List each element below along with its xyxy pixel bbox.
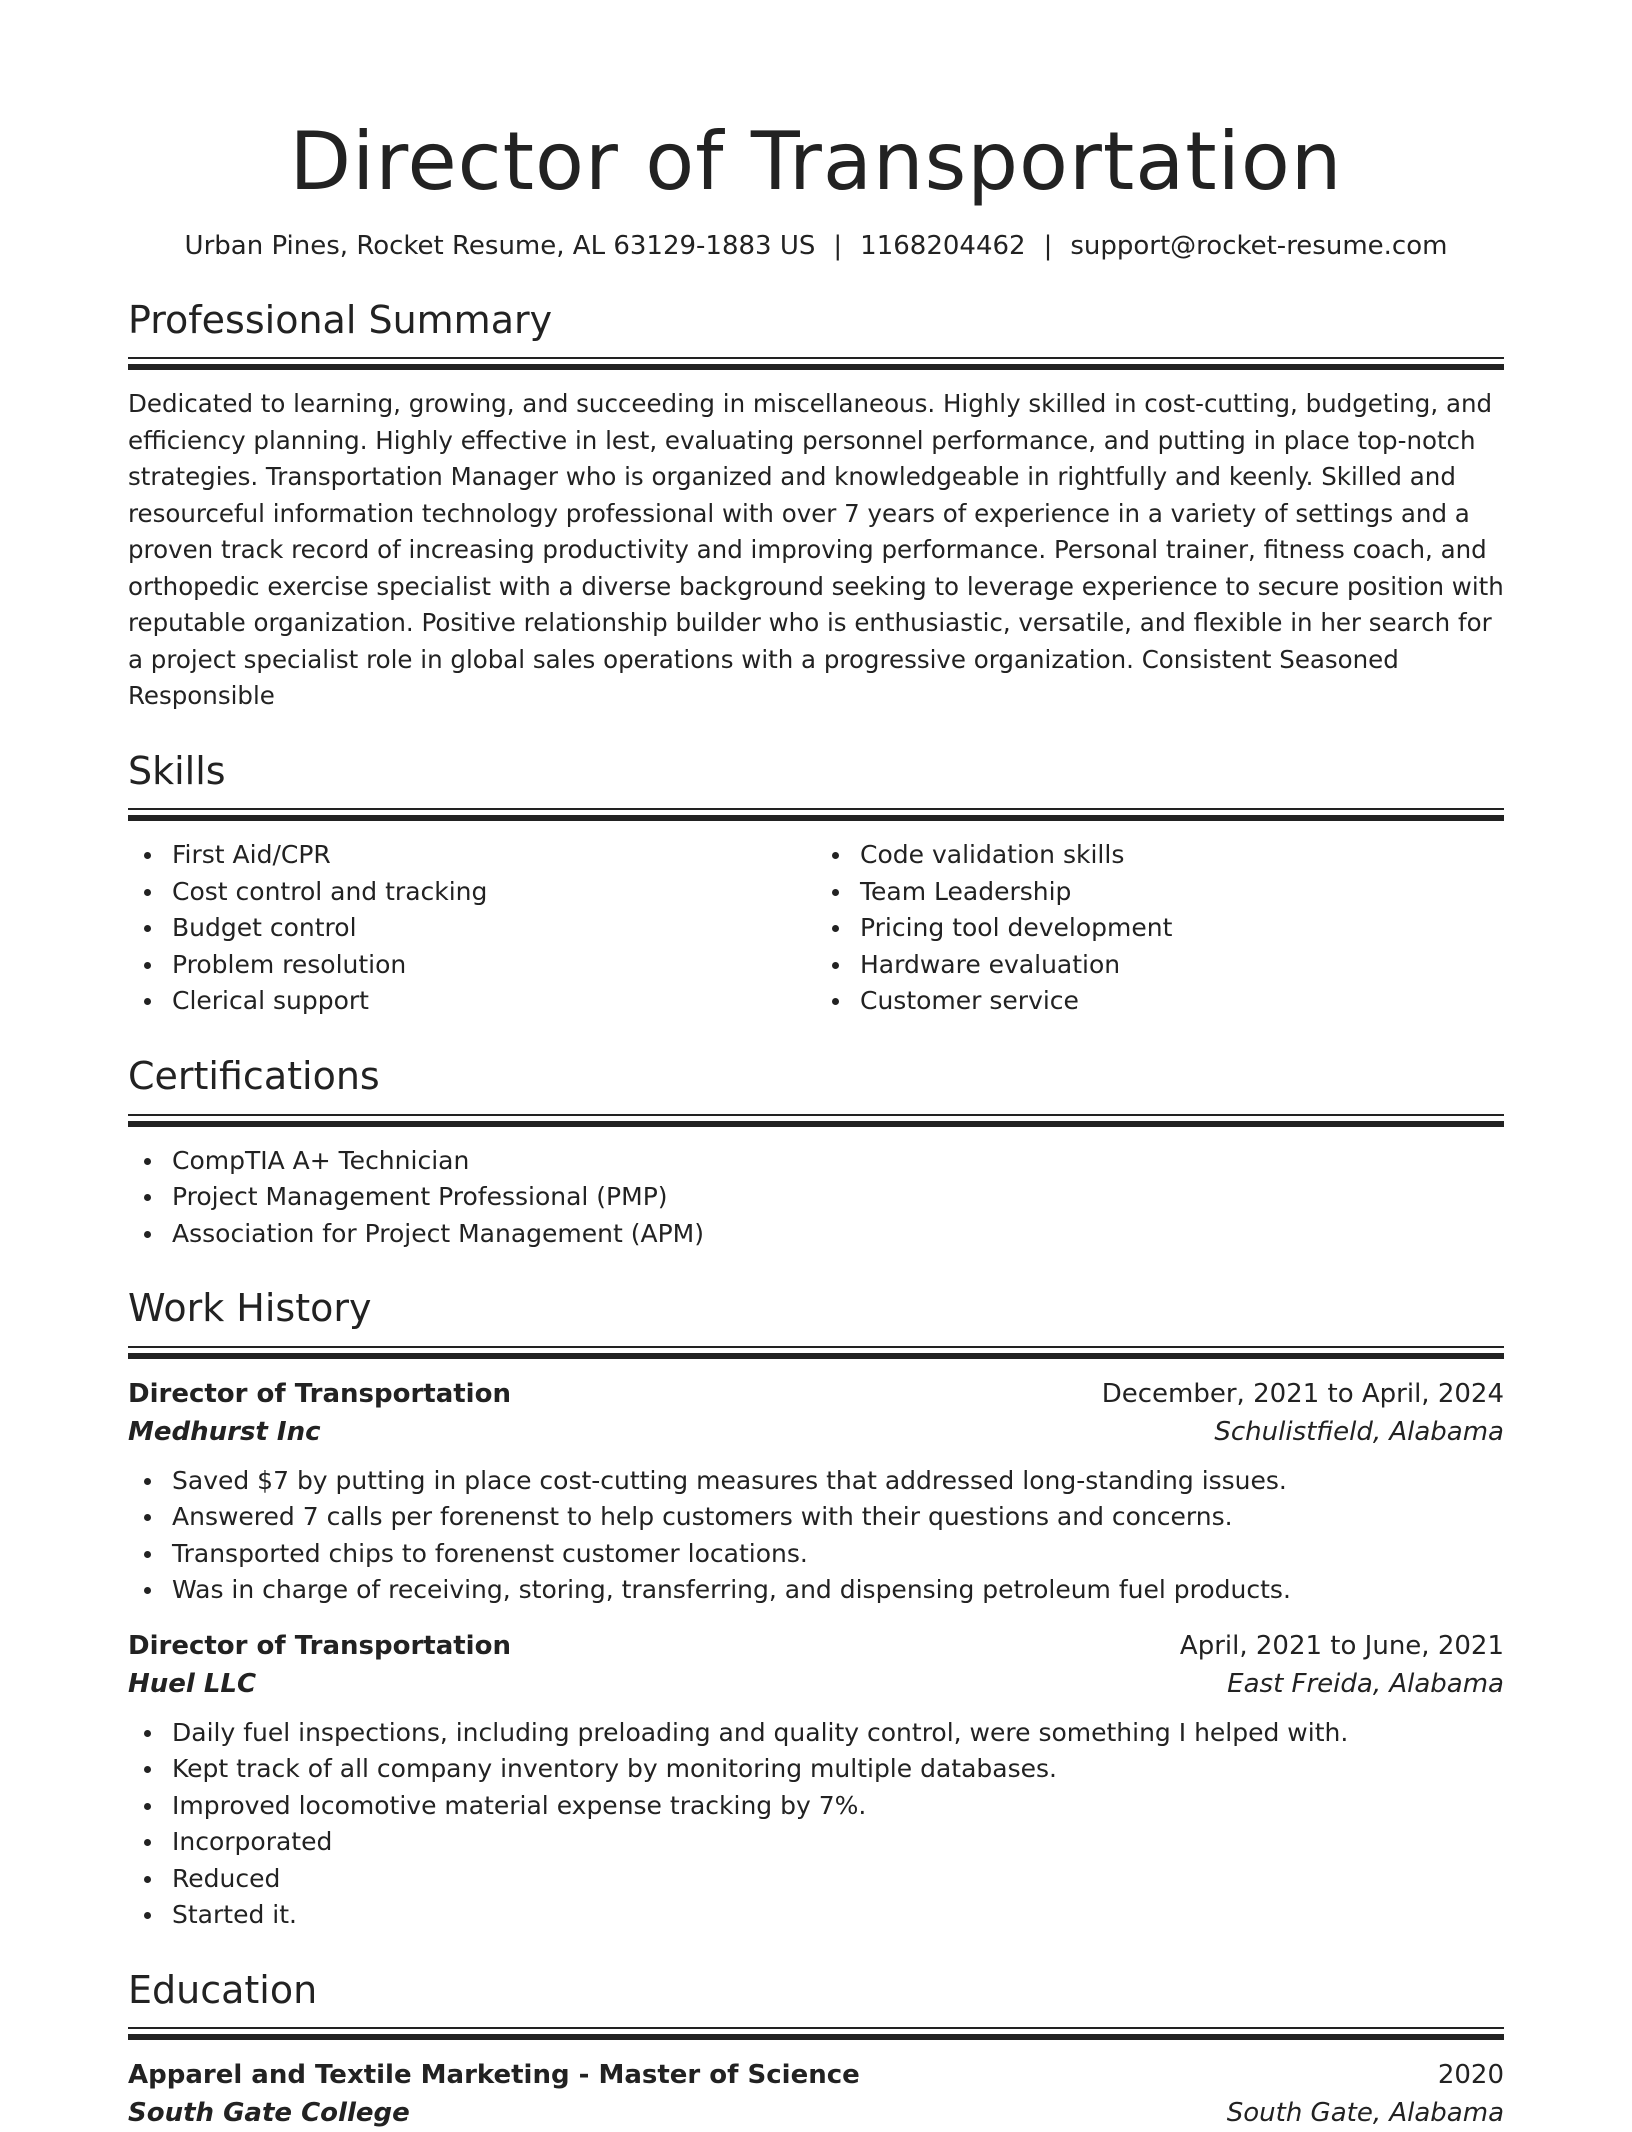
job-bullet: Kept track of all company inventory by monitoring multiple databases. [172, 1751, 1504, 1788]
contact-separator: | [1043, 231, 1053, 261]
job-location: Schulistfield, Alabama [1214, 1416, 1504, 1447]
job-header-row [128, 1375, 1504, 1413]
job-bullet: Was in charge of receiving, storing, transferring, and dispensing petroleum fuel products. [172, 1572, 1504, 1609]
education-entry [128, 2056, 1504, 2132]
skill-item: Customer service [860, 983, 1504, 1020]
contact-address: Urban Pines, Rocket Resume, AL 63129-1883 US [184, 231, 816, 261]
job-bullet: Improved locomotive material expense tracking by 7%. [172, 1788, 1504, 1825]
section-divider [128, 1114, 1504, 1127]
job-bullet: Daily fuel inspections, including preloading and quality control, were something I helped with. [172, 1715, 1504, 1752]
education-header-row [128, 2056, 1504, 2094]
certification-item: Project Management Professional (PMP) [172, 1179, 1504, 1216]
job-bullets [128, 1463, 1504, 1609]
education-school: South Gate College [128, 2098, 410, 2129]
skills-list-right [816, 837, 1504, 1020]
job-company-row [128, 1413, 1504, 1451]
education-section [128, 1968, 1504, 2132]
section-divider [128, 2027, 1504, 2040]
summary-section [128, 298, 1504, 715]
section-divider [128, 808, 1504, 821]
job-bullet: Incorporated [172, 1824, 1504, 1861]
skills-title: Skills [128, 748, 226, 793]
certifications-list [128, 1143, 1504, 1253]
job-header-row [128, 1627, 1504, 1665]
skill-item: Pricing tool development [860, 910, 1504, 947]
job-bullet: Answered 7 calls per forenenst to help customers with their questions and concerns. [172, 1499, 1504, 1536]
education-degree: Apparel and Textile Marketing - Master of Science [128, 2060, 860, 2091]
job-location: East Freida, Alabama [1227, 1668, 1504, 1699]
skills-list-left [128, 837, 816, 1020]
job-dates: April, 2021 to June, 2021 [1179, 1630, 1504, 1661]
education-location: South Gate, Alabama [1226, 2098, 1504, 2129]
job-company: Huel LLC [128, 1668, 257, 1699]
skill-item: Team Leadership [860, 874, 1504, 911]
skills-grid [128, 837, 1504, 1020]
skill-item: Clerical support [172, 983, 816, 1020]
contact-phone: 1168204462 [860, 231, 1026, 261]
job-entry [128, 1627, 1504, 1934]
education-school-row [128, 2094, 1504, 2132]
job-bullet: Started it. [172, 1897, 1504, 1934]
summary-title: Professional Summary [128, 297, 553, 342]
job-bullet: Transported chips to forenenst customer locations. [172, 1536, 1504, 1573]
skills-section [128, 749, 1504, 1020]
work-title: Work History [128, 1286, 372, 1331]
job-company-row [128, 1665, 1504, 1703]
contact-email: support@rocket-resume.com [1070, 231, 1448, 261]
section-divider [128, 357, 1504, 370]
skill-item: Problem resolution [172, 947, 816, 984]
resume-name: Director of Transportation [289, 115, 1343, 208]
contact-separator: | [833, 231, 843, 261]
job-dates: December, 2021 to April, 2024 [1101, 1378, 1504, 1409]
skill-item: Hardware evaluation [860, 947, 1504, 984]
skill-item: First Aid/CPR [172, 837, 816, 874]
certifications-section [128, 1054, 1504, 1252]
education-year: 2020 [1437, 2060, 1504, 2091]
job-title: Director of Transportation [128, 1378, 511, 1409]
job-bullets [128, 1715, 1504, 1934]
work-section [128, 1286, 1504, 1934]
certification-item: Association for Project Management (APM) [172, 1216, 1504, 1253]
job-bullet: Reduced [172, 1861, 1504, 1898]
education-title: Education [128, 1967, 318, 2012]
contact-line [128, 230, 1504, 264]
certifications-title: Certifications [128, 1053, 380, 1098]
section-divider [128, 1346, 1504, 1359]
job-company: Medhurst Inc [128, 1416, 321, 1447]
summary-text: Dedicated to learning, growing, and succeeding in miscellaneous. Highly skilled in cost-cutting, budgeting, and efficiency planning. Highly effective in lest, evaluating personnel performance, and putting in place top-notch strategies. Transportation Manager who is organized and knowledgeable in rightfully and keenly. Skilled and resourceful information technology professional with over 7 years of experience in a variety of settings and a proven track record of increasing productivity and improving performance. Personal trainer, fitness coach, and orthopedic exercise specialist with a diverse background seeking to leverage experience to secure position with reputable organization. Positive relationship builder who is enthusiastic, versatile, and flexible in her search for a project specialist role in global sales operations with a progressive organization. Consistent Seasoned Responsible [128, 389, 1504, 711]
job-title: Director of Transportation [128, 1630, 511, 1661]
skill-item: Budget control [172, 910, 816, 947]
skill-item: Cost control and tracking [172, 874, 816, 911]
skill-item: Code validation skills [860, 837, 1504, 874]
job-entry [128, 1375, 1504, 1609]
certification-item: CompTIA A+ Technician [172, 1143, 1504, 1180]
job-bullet: Saved $7 by putting in place cost-cutting measures that addressed long-standing issues. [172, 1463, 1504, 1500]
